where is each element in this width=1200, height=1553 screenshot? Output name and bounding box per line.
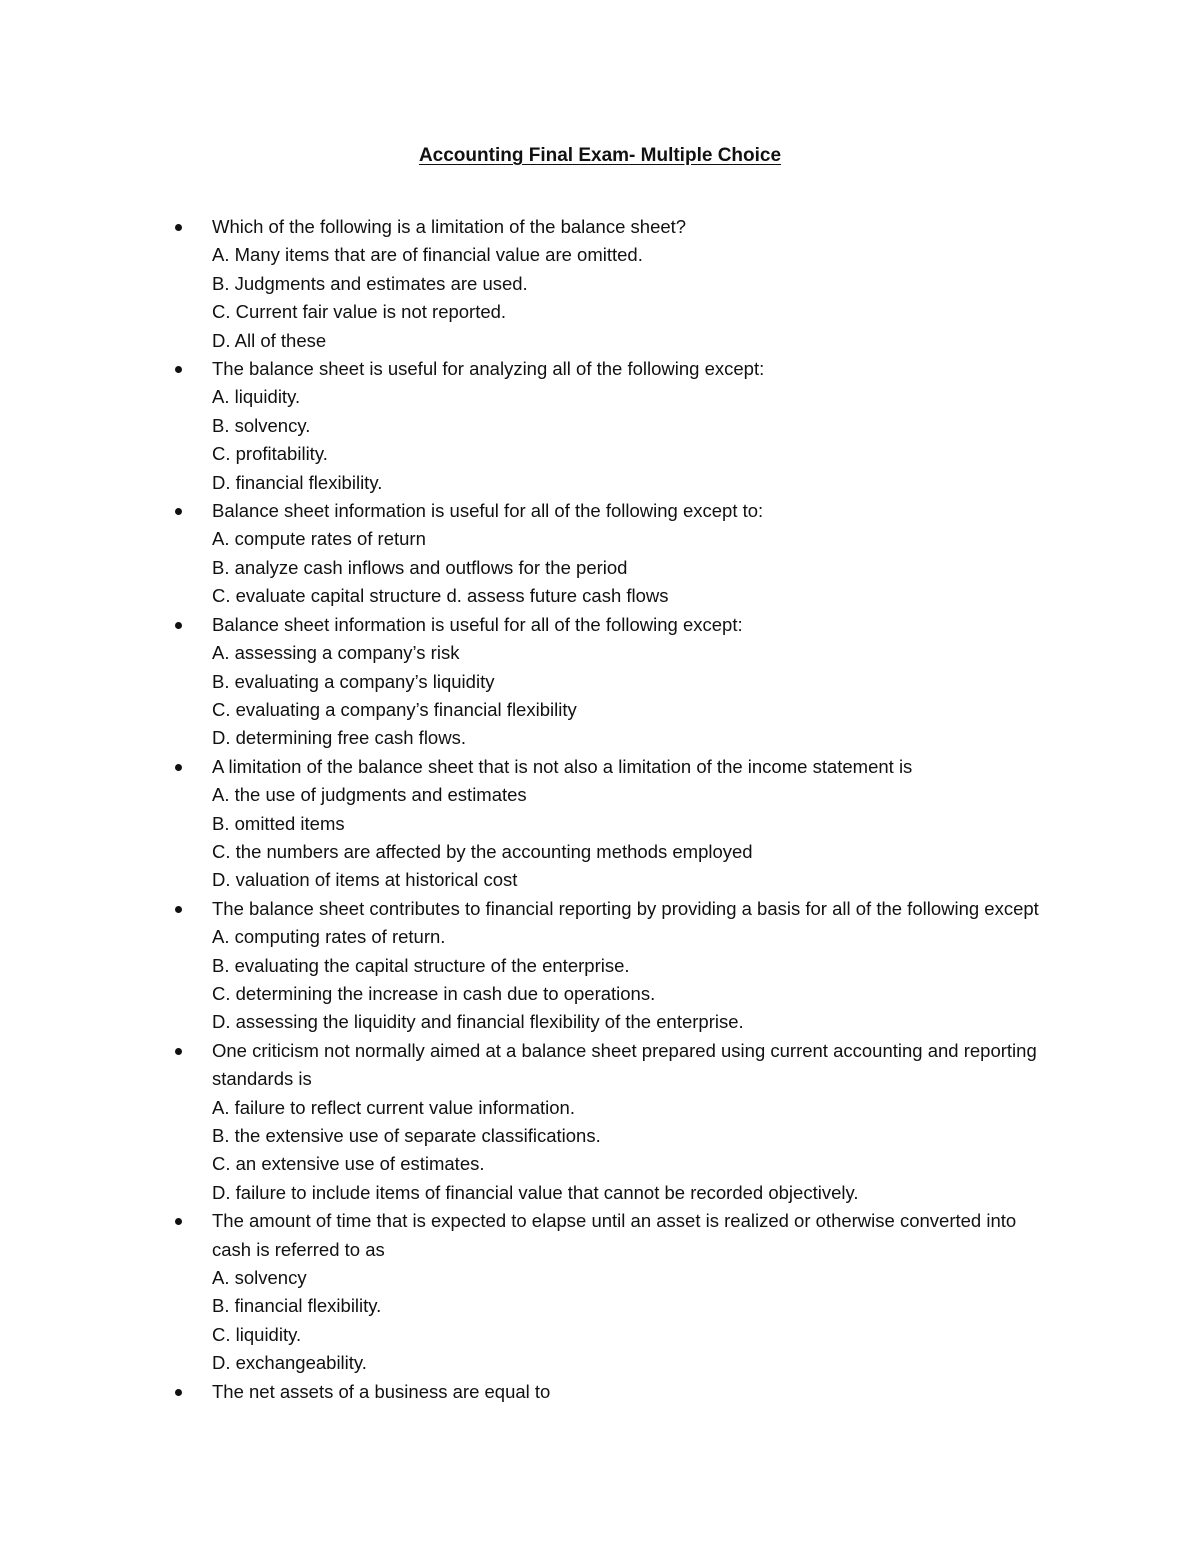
question-stem: One criticism not normally aimed at a balance sheet prepared using current accounting and reporting standards is: [212, 1039, 1037, 1090]
question-item: [0, 611, 1200, 753]
question-stem: Balance sheet information is useful for all of the following except to:: [212, 500, 764, 522]
bullet-icon: [175, 1218, 182, 1225]
answer-option: D. assessing the liquidity and financial flexibility of the enterprise.: [212, 1011, 744, 1033]
page-title: Accounting Final Exam- Multiple Choice: [418, 145, 782, 166]
bullet-icon: [175, 1389, 182, 1396]
answer-option: B. solvency.: [212, 414, 311, 436]
question-item: [0, 753, 1200, 895]
answer-option: B. Judgments and estimates are used.: [212, 272, 528, 294]
answer-option: B. evaluating the capital structure of the enterprise.: [212, 954, 630, 976]
option-list: [212, 241, 1050, 355]
answer-option: D. All of these: [212, 329, 327, 351]
bullet-icon: [175, 366, 182, 373]
option-list: [212, 639, 1050, 753]
answer-option: B. evaluating a company’s liquidity: [212, 670, 495, 692]
answer-option: C. determining the increase in cash due to operations.: [212, 982, 656, 1004]
answer-option: C. profitability.: [212, 443, 328, 465]
answer-option: C. evaluating a company’s financial flexibility: [212, 698, 577, 720]
question-stem: Balance sheet information is useful for all of the following except:: [212, 613, 743, 635]
answer-option: B. analyze cash inflows and outflows for the period: [212, 556, 628, 578]
option-list: [212, 1094, 1050, 1208]
option-list: [212, 525, 1050, 610]
option-list: [212, 952, 1050, 1037]
answer-option: A. compute rates of return: [212, 528, 426, 550]
option-list: [212, 781, 1050, 895]
answer-option: C. liquidity.: [212, 1323, 302, 1345]
answer-option: A. failure to reflect current value information.: [212, 1096, 575, 1118]
question-item: [0, 497, 1200, 611]
bullet-icon: [175, 224, 182, 231]
answer-option: A. liquidity.: [212, 386, 301, 408]
answer-option: A. solvency: [212, 1267, 307, 1289]
answer-option: A. Many items that are of financial value are omitted.: [212, 244, 643, 266]
answer-option: D. valuation of items at historical cost: [212, 869, 518, 891]
answer-option: D. financial flexibility.: [212, 471, 383, 493]
answer-option: D. failure to include items of financial value that cannot be recorded objectively.: [212, 1181, 859, 1203]
answer-option: D. determining free cash flows.: [212, 727, 466, 749]
question-item: [0, 355, 1200, 497]
answer-option: A. assessing a company’s risk: [212, 642, 460, 664]
answer-option: C. evaluate capital structure d. assess future cash flows: [212, 585, 669, 607]
question-stem: Which of the following is a limitation of the balance sheet?: [212, 216, 687, 237]
answer-option: D. exchangeability.: [212, 1352, 367, 1374]
answer-option: C. an extensive use of estimates.: [212, 1153, 485, 1175]
answer-option: B. financial flexibility.: [212, 1295, 382, 1317]
question-stem: The amount of time that is expected to elapse until an asset is realized or otherwise converted into cash is referred to as: [212, 1210, 1017, 1260]
bullet-icon: [175, 1048, 182, 1055]
question-item: [0, 1378, 1200, 1406]
bullet-icon: [175, 508, 182, 515]
question-item: [0, 1037, 1200, 1207]
bullet-icon: [175, 764, 182, 771]
option-list: [212, 1264, 1050, 1378]
answer-option: A. the use of judgments and estimates: [212, 784, 527, 806]
question-item: [0, 895, 1200, 1037]
question-stem: A limitation of the balance sheet that is not also a limitation of the income statement is: [212, 755, 913, 777]
answer-option: C. the numbers are affected by the accounting methods employed: [212, 840, 753, 862]
question-stem: The balance sheet contributes to financial reporting by providing a basis for all of the following except A. computing rates of return.: [212, 897, 1039, 948]
question-stem: The net assets of a business are equal to: [212, 1380, 551, 1402]
bullet-icon: [175, 906, 182, 913]
bullet-icon: [175, 622, 182, 629]
question-list: [0, 213, 1200, 1406]
option-list: [212, 383, 1050, 497]
question-item: [0, 1207, 1200, 1377]
answer-option: C. Current fair value is not reported.: [212, 301, 507, 323]
question-item: [0, 213, 1200, 355]
question-stem: The balance sheet is useful for analyzing all of the following except:: [212, 358, 765, 380]
answer-option: B. omitted items: [212, 812, 345, 834]
answer-option: B. the extensive use of separate classifications.: [212, 1125, 601, 1146]
